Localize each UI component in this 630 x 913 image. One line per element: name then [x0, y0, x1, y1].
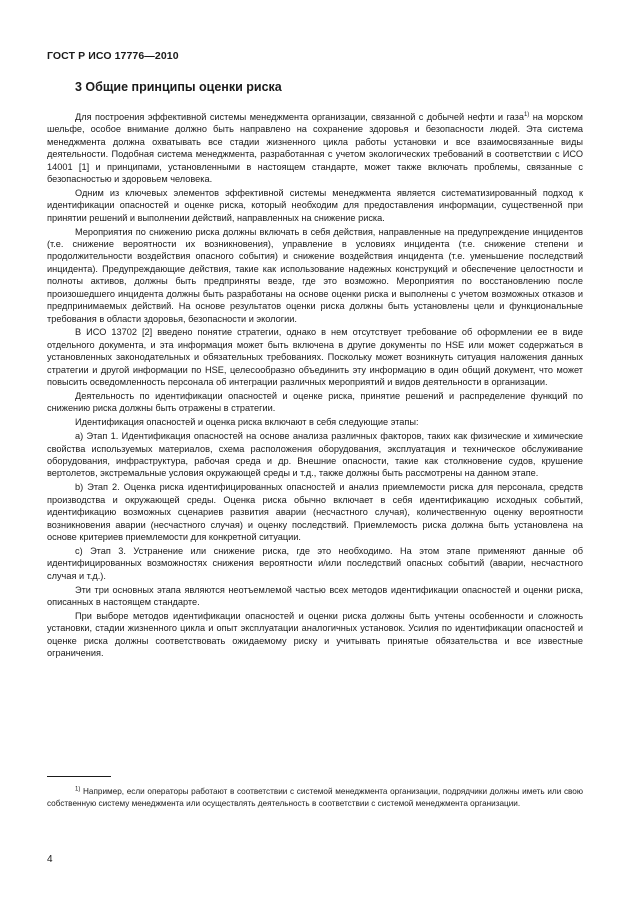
paragraph-10: Эти три основных этапа являются неотъемлемой частью всех методов идентификации опасностей и оценки риска, описанных в настоящем стандарте. [47, 584, 583, 607]
footnote-text: Например, если операторы работают в соответствии с системой менеджмента организации, подрядчики должны иметь или свою собственную систему менеджмента или осуществлять деятельность в соответствии с системой менеджмента организации. [47, 787, 583, 808]
document-code-header: ГОСТ Р ИСО 17776—2010 [47, 50, 179, 62]
paragraph-3: Мероприятия по снижению риска должны включать в себя действия, направленные на предупреждение инцидентов (т.е. снижение вероятности их возникновения), управление в условиях инцидента (т.е. снижение степени и продолжительности воздействия опасного события) и снижение воздействия инцидента (т.е. уменьшение последствий инцидента). Предупреждающие действия, такие как использование надежных конструкций и обеспечение целостности и полноты активов, должны быть предприняты везде, где это возможно. Мероприятия по восстановлению после произошедшего инцидента должны быть разработаны на основе оценки риска и выполнены с учетом возможных отказов и предпринимаемых действий. На основе результатов оценки риска должны быть установлены цели и функциональные требования в области здоровья, безопасности и экологии. [47, 226, 583, 324]
list-item-stage-2: b) Этап 2. Оценка риска идентифицированных опасностей и анализ приемлемости риска для персонала, средств производства и окружающей среды. Оценка риска обычно включает в себя идентификацию исходных событий, идентификацию возможных сценариев развития аварии (несчастного случая), количественную оценку вероятности возникновения аварии (несчастного случая) и оценку последствий. Приемлемость риска должна быть установлена на основе критериев приемлемости для конкретной ситуации. [47, 482, 583, 542]
paragraph-6: Идентификация опасностей и оценка риска включают в себя следующие этапы: [75, 417, 419, 428]
page-number: 4 [47, 854, 53, 865]
paragraph-1-text-before: Для построения эффективной системы менеджмента организации, связанной с добычей нефти и газа [75, 112, 524, 122]
footnote-reference-mark: 1) [523, 111, 530, 118]
footnote-mark: 1) [75, 786, 81, 793]
list-item-stage-1: а) Этап 1. Идентификация опасностей на основе анализа различных факторов, таких как физические и химические свойства используемых материалов, схема расположения оборудования, эксплуатация и техническое обслуживание оборудования, инфраструктура, рабочая среда и др. Внешние опасности, такие как столкновение судов, крушение вертолетов, экстремальные условия окружающей среды и т.д., также должны быть рассмотрены на данном этапе. [47, 431, 583, 479]
body-text [47, 111, 583, 661]
paragraph-4: В ИСО 13702 [2] введено понятие стратегии, однако в нем отсутствует требование об оформлении ее в виде отдельного документа, и эта информация может быть включена в другие документы по HSE или может содержаться в установленных законодательных и обязательных требованиях. Поскольку может возникнуть ситуация наложения данных стратегии и другой информации по HSE, целесообразно объединить эту информацию в один общий документ, что может повысить осведомленность персонала об интеграции различных мероприятий и видов деятельности в организации. [47, 327, 583, 388]
paragraph-2: Одним из ключевых элементов эффективной системы менеджмента является систематизированный подход к идентификации опасностей и оценке риска, который необходим для предоставления информации, существенной при принятии решений и выполнении действий, направленных на снижение риска. [47, 187, 583, 223]
paragraph-1 [47, 111, 583, 185]
footnote-divider [47, 776, 111, 777]
paragraph-1-text-after: на морском шельфе, особое внимание должно быть направлено на сохранение здоровья и безопасности людей. Эта система менеджмента должна охватывать все стадии жизненного цикла работы установки и все взаимосвязанные виды деятельности. Подобная система менеджмента, разработанная с учетом экологических требований в соответствии с ИСО 14001 [1] и принципами, установленными в настоящем стандарте, может также включать проблемы, связанные с безопасностью и здоровьем человека. [47, 112, 584, 185]
paragraph-11: При выборе методов идентификации опасностей и оценки риска должны быть учтены особенности и сложность установки, стадии жизненного цикла и опыт эксплуатации аналогичных установок. Усилия по идентификации опасностей и оценке риска должны соответствовать ожидаемому риску и учитывать принятые обязательства и все известные ограничения. [47, 610, 583, 659]
footnote [47, 786, 583, 809]
section-title: 3 Общие принципы оценки риска [75, 80, 282, 94]
paragraph-5: Деятельность по идентификации опасностей и оценке риска, принятие решений и распределение функций по снижению риска должны быть отражены в стратегии. [47, 390, 583, 414]
list-item-stage-3: с) Этап 3. Устранение или снижение риска, где это необходимо. На этом этапе применяют данные об идентифицированных возможностях снижения вероятности и/или последствий опасных событий (аварии, несчастного случая и т.д.). [47, 545, 583, 581]
